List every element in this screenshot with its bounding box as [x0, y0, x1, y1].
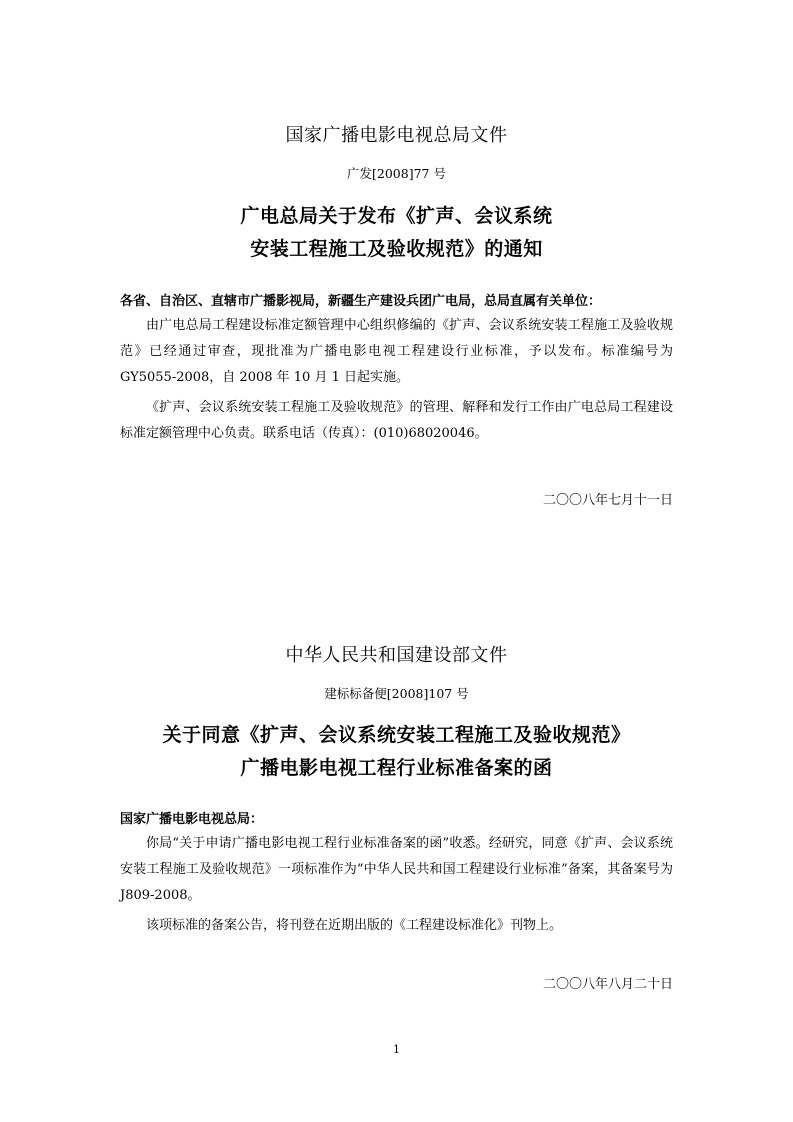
notice1-date: 二〇〇八年七月十一日	[542, 493, 673, 508]
notice2-doc-number: 建标标备便[2008]107 号	[324, 686, 469, 701]
notice2-body-para2: 该项标准的备案公告，将刊登在近期出版的《工程建设标准化》刊物上。	[146, 918, 563, 933]
notice1-addressee: 各省、自治区、直辖市广播影视局，新疆生产建设兵团广电局，总局直属有关单位：	[120, 294, 602, 309]
notice2-addressee: 国家广播电影电视总局：	[120, 812, 264, 827]
notice2-date: 二〇〇八年八月二十日	[542, 977, 673, 992]
notice1-doc-header: 国家广播电影电视总局文件	[285, 125, 508, 146]
notice2-title-line1: 关于同意《扩声、会议系统安装工程施工及验收规范》	[162, 724, 631, 746]
notice2-body-para1: 你局“关于申请广播电影电视工程行业标准备案的函”收悉。经研究，同意《扩声、会议系统安装工程施工及验收规范》一项标准作为“中华人民共和国工程建设行业标准”备案，其备案号为 J809-2008。	[120, 836, 673, 903]
notice1-doc-number: 广发[2008]77 号	[347, 166, 446, 181]
notice2-doc-header: 中华人民共和国建设部文件	[285, 645, 508, 666]
notice1-body-para1: 由广电总局工程建设标准定额管理中心组织修编的《扩声、会议系统安装工程施工及验收规范》已经通过审查，现批准为广播电影电视工程建设行业标准，予以发布。标准编号为 GY5055-2008，自 2008 年 10 月 1 日起实施。	[120, 318, 673, 385]
notice1-body-para2: 《扩声、会议系统安装工程施工及验收规范》的管理、解释和发行工作由广电总局工程建设标准定额管理中心负责。联系电话（传真）：(010)68020046。	[120, 400, 673, 441]
notice1-title-line1: 广电总局关于发布《扩声、会议系统	[240, 205, 553, 227]
notice2-title-line2: 广播电影电视工程行业标准备案的函	[240, 757, 553, 779]
page-number: 1	[393, 1043, 400, 1056]
notice1-title-line2: 安装工程施工及验收规范》的通知	[250, 238, 543, 260]
